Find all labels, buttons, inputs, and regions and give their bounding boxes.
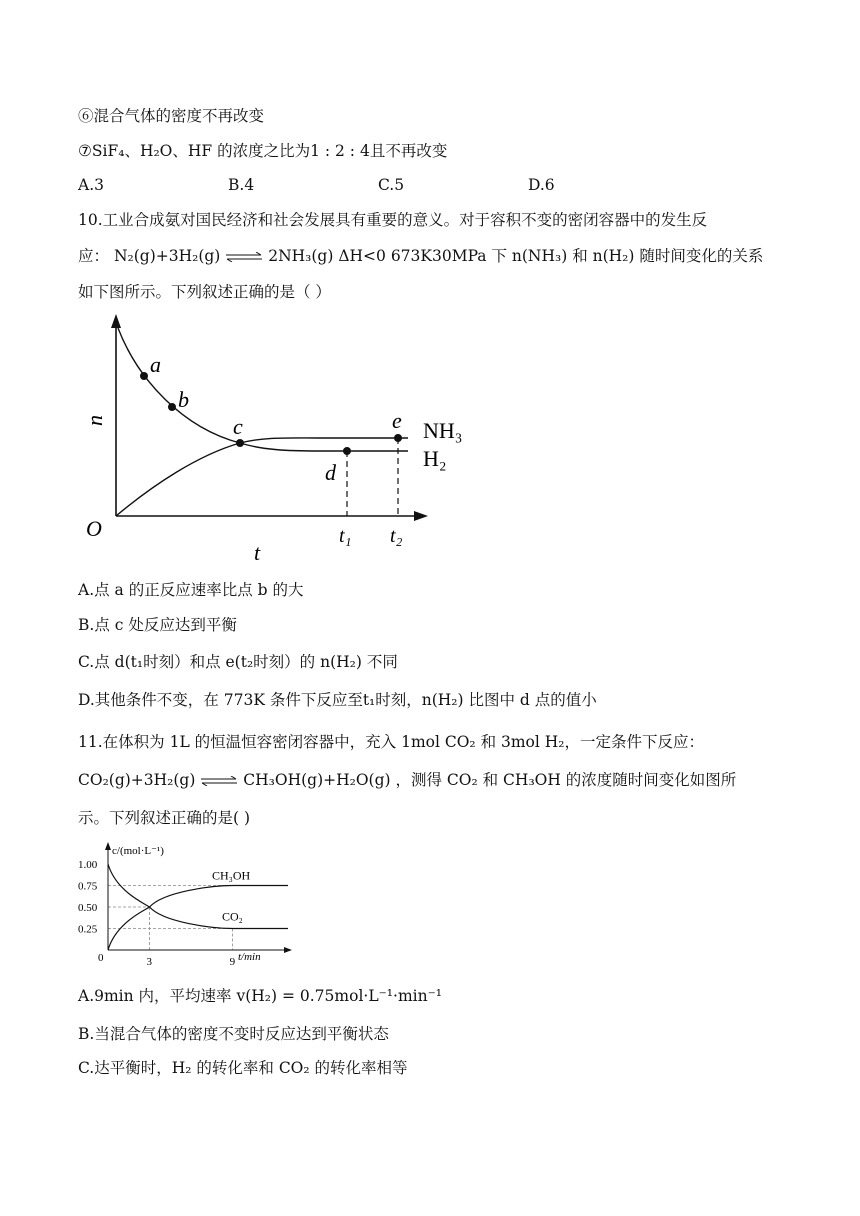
- statement-6: ⑥混合气体的密度不再改变: [78, 107, 265, 125]
- q11-chart: [78, 840, 298, 974]
- q10-option-a[interactable]: A.点 a 的正反应速率比点 b 的大: [78, 581, 304, 599]
- y-axis-arrow-icon: [105, 842, 111, 850]
- x-tick-label: 9: [229, 956, 236, 968]
- q10-option-c[interactable]: C.点 d(t₁时刻）和点 e(t₂时刻）的 n(H₂) 不同: [78, 653, 398, 671]
- equilibrium-arrow-icon: [200, 776, 238, 786]
- q11-stem-line3: 示。下列叙述正确的是( ): [78, 809, 251, 827]
- x-tick-label: 3: [146, 956, 153, 968]
- y-axis-label: n: [82, 415, 107, 426]
- point-label-c: c: [233, 414, 243, 439]
- q10-stem-line3: 如下图所示。下列叙述正确的是（ ）: [78, 283, 331, 301]
- series-label-co2: CO₂: [222, 909, 243, 924]
- statement-7: ⑦SiF₄、H₂O、HF 的浓度之比为1 : 2 : 4且不再改变: [78, 142, 448, 160]
- series-label-h2: H₂: [423, 446, 447, 471]
- q10-products: 2NH₃(g): [268, 247, 334, 265]
- q11-reaction-right: CH₃OH(g)+H₂O(g): [243, 771, 391, 789]
- origin-label: O: [86, 516, 102, 541]
- q10-option-b[interactable]: B.点 c 处反应达到平衡: [78, 616, 237, 634]
- y-axis-label: c/(mol·L⁻¹): [112, 845, 164, 857]
- y-tick-label: 0.25: [78, 923, 98, 936]
- q9-option-a[interactable]: A.3: [78, 176, 104, 194]
- point-label-d: d: [325, 460, 336, 485]
- q10-conditions: ΔH<0 673K30MPa 下 n(NH₃) 和 n(H₂) 随时间变化的关系: [338, 247, 764, 265]
- point-a: [140, 372, 148, 380]
- point-d: [343, 447, 351, 455]
- q11-stem-line1: 11.在体积为 1L 的恒温恒容密闭容器中，充入 1mol CO₂ 和 3mol H₂，一定条件下反应：: [78, 733, 705, 751]
- q11-option-b[interactable]: B.当混合气体的密度不变时反应达到平衡状态: [78, 1025, 389, 1043]
- q9-options: [78, 176, 718, 198]
- series-co2-line: [108, 864, 288, 929]
- q10-reactants: N₂(g)+3H₂(g): [113, 247, 221, 265]
- series-ch3oh-line: [108, 886, 288, 951]
- point-label-e: e: [392, 408, 402, 433]
- q11-stem-suffix: ，测得 CO₂ 和 CH₃OH 的浓度随时间变化如图所: [395, 771, 737, 789]
- point-e: [394, 434, 402, 442]
- q9-option-b[interactable]: B.4: [228, 176, 255, 194]
- point-label-b: b: [178, 387, 189, 412]
- q11-stem-line2: [78, 770, 736, 790]
- q9-option-c[interactable]: C.5: [378, 176, 405, 194]
- q11-option-a[interactable]: A.9min 内，平均速率 v(H₂) = 0.75mol·L⁻¹·min⁻¹: [78, 987, 442, 1005]
- x-axis-arrow-icon: [284, 947, 292, 953]
- series-label-ch3oh: CH₃OH: [212, 868, 251, 883]
- q9-option-d[interactable]: D.6: [528, 176, 555, 194]
- y-axis-arrow-icon: [111, 314, 121, 328]
- q10-prefix: 应：: [78, 247, 110, 265]
- q10-stem-line2: [78, 246, 763, 266]
- point-c: [236, 439, 244, 447]
- point-label-a: a: [150, 352, 161, 377]
- q10-stem-line1: 10.工业合成氨对国民经济和社会发展具有重要的意义。对于容积不变的密闭容器中的发生反: [78, 211, 708, 229]
- y-tick-label: 0.50: [78, 902, 98, 914]
- x-tick-label-t2: t₂: [390, 525, 403, 547]
- y-tick-label: 0.75: [78, 880, 98, 893]
- x-axis-label: t/min: [238, 951, 261, 963]
- x-axis-label: t: [254, 540, 261, 565]
- series-label-nh3: NH₃: [423, 418, 463, 443]
- point-b: [168, 403, 176, 411]
- series-h2-line: [118, 328, 408, 451]
- series-nh3-line: [116, 438, 408, 516]
- q10-chart: [78, 310, 478, 570]
- x-tick-label: 0: [98, 952, 104, 964]
- q11-option-c[interactable]: C.达平衡时，H₂ 的转化率和 CO₂ 的转化率相等: [78, 1059, 408, 1077]
- x-axis-arrow-icon: [414, 511, 428, 521]
- equilibrium-arrow-icon: [225, 252, 263, 262]
- q10-option-d[interactable]: D.其他条件不变，在 773K 条件下反应至t₁时刻，n(H₂) 比图中 d 点的值小: [78, 691, 597, 709]
- x-tick-label-t1: t₁: [339, 525, 352, 547]
- q11-reaction-left: CO₂(g)+3H₂(g): [78, 771, 196, 789]
- y-tick-label: 1.00: [78, 859, 98, 871]
